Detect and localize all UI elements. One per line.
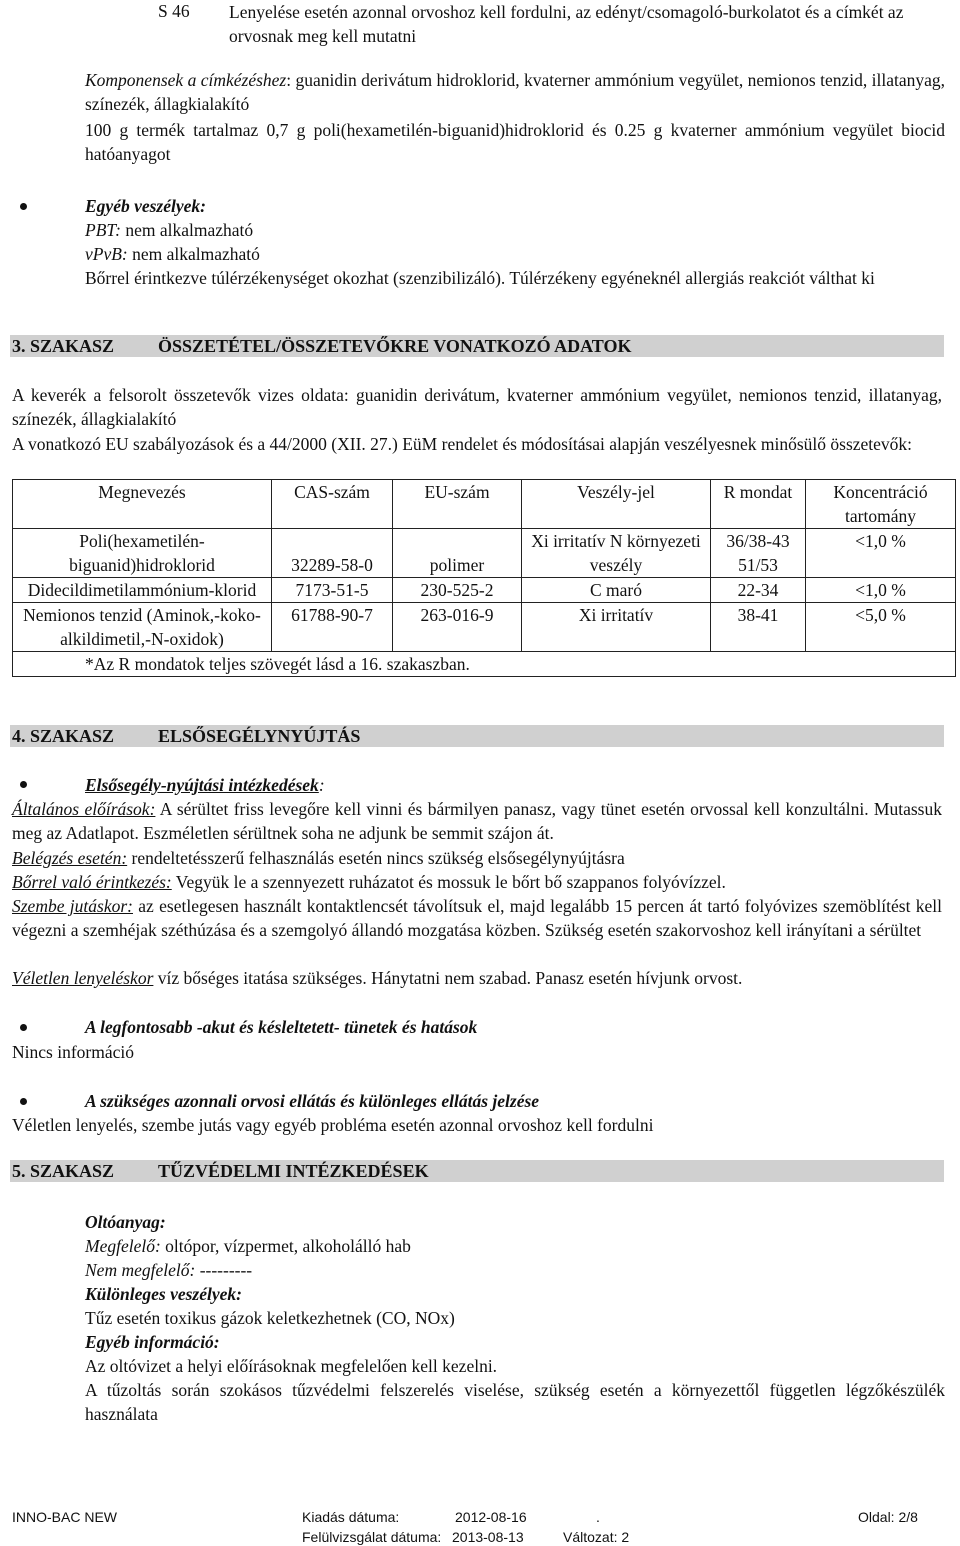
bullet-icon — [20, 203, 27, 210]
first-aid-measures-title — [85, 773, 945, 797]
table-header: Veszély-jel — [522, 480, 711, 529]
table-cell: <5,0 % — [806, 603, 956, 652]
bullet-icon — [20, 781, 27, 788]
extinguishing-title: Oltóanyag: — [85, 1212, 166, 1232]
table-cell: Poli(hexametilén-biguanid)hidroklorid — [13, 529, 272, 578]
vpvb-label: vPvB: — [85, 244, 128, 264]
skin-contact-advice — [12, 870, 942, 894]
table-cell: 7173-51-5 — [272, 578, 393, 603]
table-header: Megnevezés — [13, 480, 272, 529]
section-number: 4. SZAKASZ — [12, 726, 115, 746]
table-cell: 61788-90-7 — [272, 603, 393, 652]
other-info-text: Az oltóvizet a helyi előírásoknak megfelelően kell kezelni. — [85, 1356, 498, 1376]
regulation-text: A vonatkozó EU szabályozások és a 44/2000 (XII. 27.) EüM rendelet és módosításai alapján veszélyesnek minősülő összetevők: — [12, 434, 913, 454]
table-note: *Az R mondatok teljes szövegét lásd a 16. szakaszban. — [13, 652, 956, 677]
bullet-icon — [20, 1098, 27, 1105]
active-ingredient-text: 100 g termék tartalmaz 0,7 g poli(hexametilén-biguanid)hidroklorid és 0.25 g kvaterner ammónium vegyület biocid hatóanyagot — [85, 120, 945, 164]
components-label: Komponensek a címkézéshez — [85, 70, 287, 90]
other-info-text: A tűzoltás során szokásos tűzvédelmi felszerelés viselése, szükség esetén a környezettől független légzőkészülék használata — [85, 1380, 945, 1424]
symptoms-title: A legfontosabb -akut és késleltetett- tünetek és hatások — [85, 1017, 478, 1037]
footer-issue-label: Kiadás dátuma: — [302, 1509, 400, 1525]
table-cell: <1,0 % — [806, 578, 956, 603]
symptoms-text: Nincs információ — [12, 1042, 134, 1062]
skin-contact-label: Bőrrel való érintkezés: — [12, 872, 172, 892]
unsuitable-label: Nem megfelelő: — [85, 1260, 196, 1280]
table-header: EU-szám — [393, 480, 522, 529]
footer-product: INNO-BAC NEW — [12, 1509, 117, 1525]
special-hazards-text: Tűz esetén toxikus gázok keletkezhetnek (CO, NOx) — [85, 1308, 455, 1328]
pbt-value: nem alkalmazható — [120, 220, 254, 240]
measures-colon: : — [318, 775, 325, 795]
table-cell: 22-34 — [711, 578, 806, 603]
general-label: Általános előírások: — [12, 799, 156, 819]
table-row — [13, 529, 956, 578]
other-hazards-title: Egyéb veszélyek: — [85, 196, 206, 216]
footer-review-label: Felülvizsgálat dátuma: — [302, 1529, 442, 1545]
inhalation-advice — [12, 846, 942, 870]
vpvb-value: nem alkalmazható — [127, 244, 260, 264]
footer-issue-date: 2012-08-16 — [455, 1509, 527, 1525]
unsuitable-value: --------- — [195, 1260, 253, 1280]
suitable-label: Megfelelő: — [85, 1236, 161, 1256]
eye-contact-label: Szembe jutáskor: — [12, 896, 133, 916]
section-title: TŰZVÉDELMI INTÉZKEDÉSEK — [158, 1161, 429, 1181]
medical-attention-text: Véletlen lenyelés, szembe jutás vagy egyéb probléma esetén azonnal orvoshoz kell fordulni — [12, 1115, 654, 1135]
table-cell: 38-41 — [711, 603, 806, 652]
table-header: Koncentráció tartomány — [806, 480, 956, 529]
table-header: R mondat — [711, 480, 806, 529]
table-cell: Xi irritatív N környezeti veszély — [522, 529, 711, 578]
skin-sensitization-text: Bőrrel érintkezve túlérzékenységet okozhat (szenzibilizáló). Túlérzékeny egyéneknél allergiás reakciót válthat ki — [85, 268, 875, 288]
vpvb-line — [85, 242, 945, 266]
table-cell: <1,0 % — [806, 529, 956, 578]
special-hazards-title: Különleges veszélyek: — [85, 1284, 242, 1304]
medical-attention-title: A szükséges azonnali orvosi ellátás és különleges ellátás jelzése — [85, 1091, 540, 1111]
components-text: : guanidin derivátum hidroklorid, kvaterner ammónium vegyület, nemionos tenzid, illatanyag, színezék, állagkialakító — [85, 70, 945, 114]
mixture-description: A keverék a felsorolt összetevők vizes oldata: guanidin derivátum, kvaterner ammónium vegyület, nemionos tenzid, illatanyag, színezék, állagkialakító — [12, 385, 942, 429]
measures-title: Elsősegély-nyújtási intézkedések — [85, 775, 319, 795]
bullet-icon — [20, 1024, 27, 1031]
s-phrase-code: S 46 — [158, 1, 190, 21]
ingestion-advice — [12, 966, 942, 990]
section-title: ELSŐSEGÉLYNYÚJTÁS — [158, 726, 361, 746]
table-cell: Nemionos tenzid (Aminok,-koko-alkildimetil,-N-oxidok) — [13, 603, 272, 652]
table-row — [13, 578, 956, 603]
section-5-header — [10, 1160, 944, 1182]
table-cell: Xi irritatív — [522, 603, 711, 652]
section-number: 3. SZAKASZ — [12, 336, 115, 356]
general-text: A sérültet friss levegőre kell vinni és bármilyen panasz, vagy tünet esetén orvossal kell konzultálni. Mutassuk meg az Adatlapot. Eszméletlen sérültnek soha ne adjunk be semmit szájon át. — [12, 799, 942, 843]
footer-version: Változat: 2 — [563, 1529, 630, 1545]
components-paragraph — [85, 68, 945, 116]
table-cell: polimer — [393, 529, 522, 578]
footer-review-date: 2013-08-13 — [452, 1529, 524, 1545]
eye-contact-text: az esetlegesen használt kontaktlencsét távolítsuk el, majd legalább 15 percen át tartó folyóvizes szemöblítést kell végezni a szemhéjak széthúzása és a szemgolyó állandó mozgatása közben. Szükség esetén szakorvoshoz kell irányítani a sérültet — [12, 896, 942, 940]
table-cell: 230-525-2 — [393, 578, 522, 603]
eye-contact-advice — [12, 894, 942, 942]
ingestion-text: víz bőséges itatása szükséges. Hánytatni nem szabad. Panasz esetén hívjunk orvost. — [153, 968, 743, 988]
table-header: CAS-szám — [272, 480, 393, 529]
table-note-row — [13, 652, 956, 677]
table-cell: C maró — [522, 578, 711, 603]
other-info-title: Egyéb információ: — [85, 1332, 220, 1352]
table-row — [13, 603, 956, 652]
skin-contact-text: Vegyük le a szennyezett ruházatot és mossuk le bőrt bő szappanos folyóvízzel. — [171, 872, 726, 892]
suitable-value: oltópor, vízpermet, alkoholálló hab — [160, 1236, 411, 1256]
footer-page: Oldal: 2/8 — [858, 1509, 918, 1525]
ingestion-label: Véletlen lenyeléskor — [12, 968, 154, 988]
table-cell: Didecildimetilammónium-klorid — [13, 578, 272, 603]
unsuitable-media — [85, 1258, 945, 1282]
pbt-line — [85, 218, 945, 242]
suitable-media — [85, 1234, 945, 1258]
section-title: ÖSSZETÉTEL/ÖSSZETEVŐKRE VONATKOZÓ ADATOK — [158, 336, 632, 356]
s-phrase-text: Lenyelése esetén azonnal orvoshoz kell fordulni, az edényt/csomagoló-burkolatot és a címkét az orvosnak meg kell mutatni — [229, 2, 904, 46]
table-cell: 32289-58-0 — [272, 529, 393, 578]
pbt-label: PBT: — [85, 220, 121, 240]
table-header-row — [13, 480, 956, 529]
table-cell: 263-016-9 — [393, 603, 522, 652]
footer-dot: . — [596, 1509, 600, 1525]
section-3-header — [10, 335, 944, 357]
inhalation-text: rendeltetésszerű felhasználás esetén nincs szükség elsősegélynyújtásra — [127, 848, 625, 868]
inhalation-label: Belégzés esetén: — [12, 848, 128, 868]
general-advice — [12, 797, 942, 845]
section-4-header — [10, 725, 944, 747]
composition-table — [12, 479, 956, 677]
section-number: 5. SZAKASZ — [12, 1161, 115, 1181]
table-cell: 36/38-43 51/53 — [711, 529, 806, 578]
